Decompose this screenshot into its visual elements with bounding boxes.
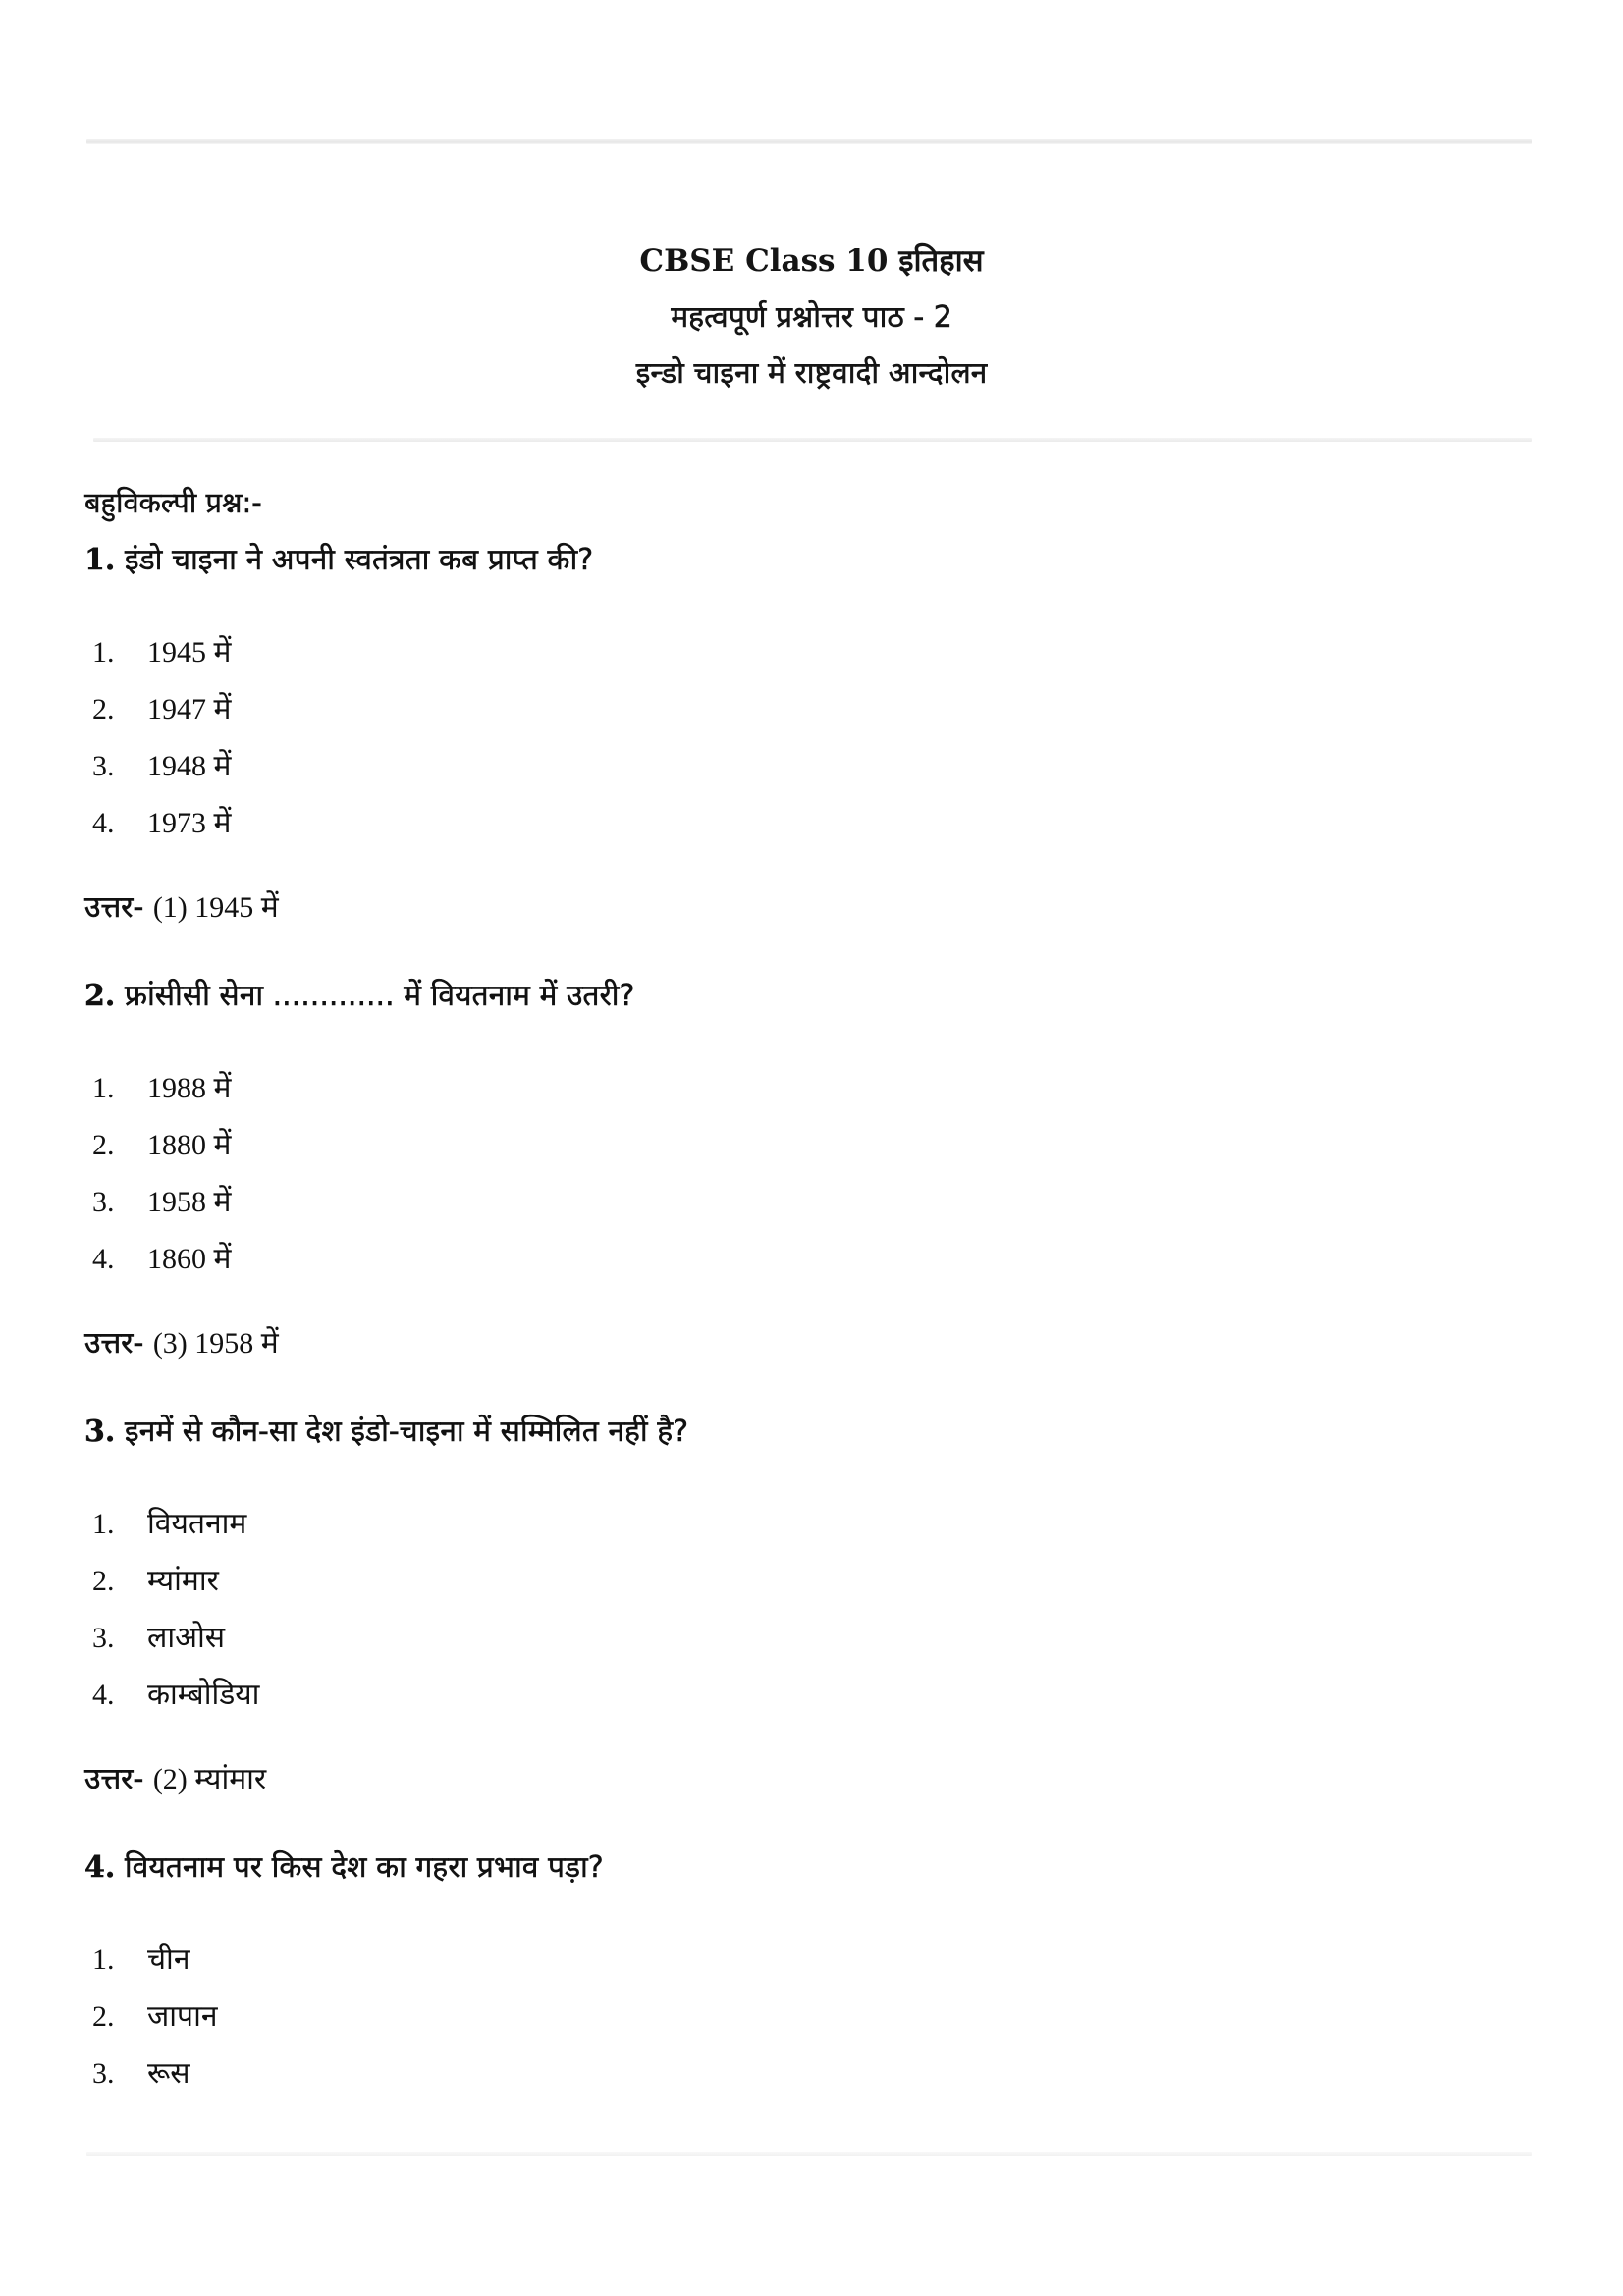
option-text: रूस [147, 2057, 190, 2090]
question-heading [84, 1845, 1528, 1891]
option-item [84, 624, 1528, 681]
option-text: जापान [147, 2001, 218, 2033]
option-item [84, 1060, 1528, 1117]
option-list [84, 1060, 1528, 1288]
question-text: वियतनाम पर किस देश का गहरा प्रभाव पड़ा? [124, 1850, 604, 1885]
option-item [84, 2046, 1528, 2103]
option-number: 1. [92, 1944, 115, 1976]
option-number: 1. [92, 1508, 115, 1540]
top-divider [86, 139, 1532, 144]
question-text: इनमें से कौन-सा देश इंडो-चाइना में सम्मिलित नहीं है? [124, 1415, 689, 1449]
option-item [84, 681, 1528, 738]
option-number: 2. [92, 1129, 115, 1161]
option-text: म्यांमार [147, 1565, 219, 1597]
option-item [84, 738, 1528, 795]
answer-line [84, 885, 1528, 931]
option-text: 1988 में [147, 1072, 232, 1104]
answer-line [84, 1757, 1528, 1802]
option-text: 1958 में [147, 1186, 232, 1218]
option-item [84, 1553, 1528, 1610]
answer-value: (2) म्यांमार [152, 1763, 267, 1795]
answer-value: (3) 1958 में [152, 1327, 279, 1360]
option-text: 1945 में [147, 636, 232, 668]
option-list [84, 1496, 1528, 1724]
answer-label: उत्तर- [84, 1326, 144, 1361]
question-heading [84, 974, 1528, 1019]
option-item [84, 1231, 1528, 1288]
option-number: 4. [92, 1243, 115, 1275]
option-number: 3. [92, 750, 115, 782]
header-divider [93, 438, 1532, 442]
option-text: लाओस [147, 1622, 226, 1654]
answer-label: उत्तर- [84, 1762, 144, 1796]
question-number: 1. [84, 543, 116, 577]
section-label: बहुविकल्पी प्रश्न:- [84, 486, 262, 519]
question-heading [84, 538, 1528, 583]
option-item [84, 1174, 1528, 1231]
bottom-divider [86, 2152, 1532, 2156]
document-title: CBSE Class 10 इतिहास [639, 243, 984, 279]
option-item [84, 1496, 1528, 1553]
option-item [84, 1932, 1528, 1989]
option-item [84, 795, 1528, 852]
question-content [84, 481, 1528, 2103]
option-number: 2. [92, 1565, 115, 1597]
question-block [84, 1410, 1528, 1802]
question-text: फ्रांसीसी सेना ............. में वियतनाम में उतरी? [124, 979, 635, 1013]
question-block [84, 1845, 1528, 2103]
option-number: 1. [92, 1072, 115, 1104]
option-list [84, 1932, 1528, 2103]
option-number: 1. [92, 636, 115, 668]
answer-value: (1) 1945 में [152, 891, 279, 924]
option-text: 1880 में [147, 1129, 232, 1161]
answer-label: उत्तर- [84, 890, 144, 925]
answer-line [84, 1321, 1528, 1366]
option-text: 1947 में [147, 693, 232, 725]
document-header [0, 234, 1623, 401]
option-text: 1860 में [147, 1243, 232, 1275]
question-block [84, 974, 1528, 1366]
option-text: 1948 में [147, 750, 232, 782]
option-number: 2. [92, 693, 115, 725]
option-number: 3. [92, 1622, 115, 1654]
option-number: 2. [92, 2001, 115, 2033]
option-number: 3. [92, 1186, 115, 1218]
question-number: 3. [84, 1415, 116, 1449]
question-text: इंडो चाइना ने अपनी स्वतंत्रता कब प्राप्त की? [124, 543, 594, 577]
question-number: 4. [84, 1850, 116, 1885]
question-block [84, 538, 1528, 931]
option-text: वियतनाम [147, 1508, 247, 1540]
option-text: चीन [147, 1944, 190, 1976]
document-subtitle: महत्वपूर्ण प्रश्नोत्तर पाठ - 2 [671, 300, 952, 335]
option-number: 4. [92, 1679, 115, 1711]
option-item [84, 1667, 1528, 1724]
option-text: काम्बोडिया [147, 1679, 260, 1711]
question-heading [84, 1410, 1528, 1455]
option-list [84, 624, 1528, 852]
option-text: 1973 में [147, 807, 232, 839]
option-item [84, 1117, 1528, 1174]
chapter-title: इन्डो चाइना में राष्ट्रवादी आन्दोलन [635, 356, 988, 391]
option-item [84, 1610, 1528, 1667]
option-item [84, 1989, 1528, 2046]
question-number: 2. [84, 979, 116, 1013]
option-number: 3. [92, 2057, 115, 2090]
option-number: 4. [92, 807, 115, 839]
